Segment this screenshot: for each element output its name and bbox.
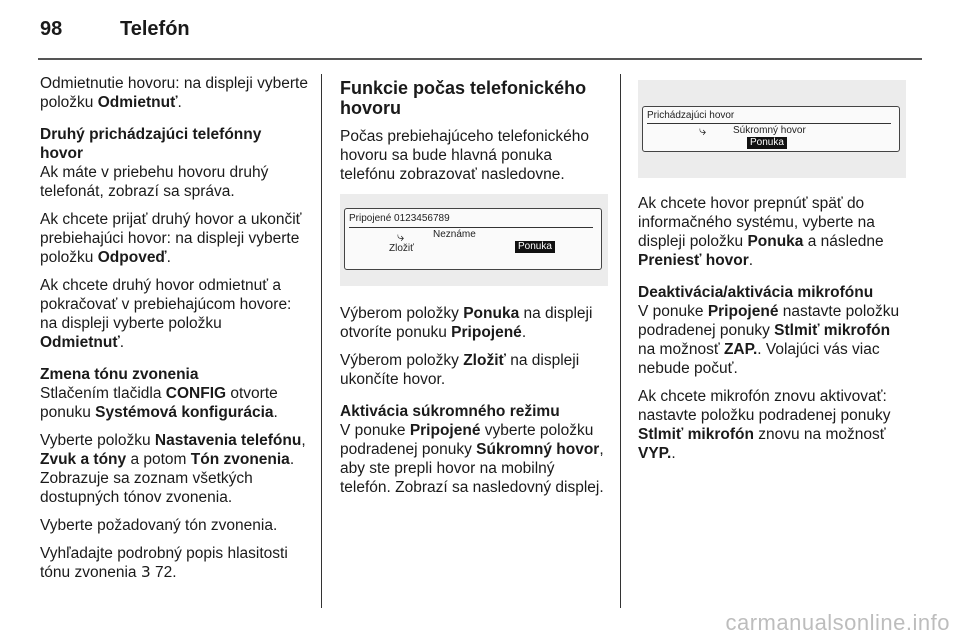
private-call-label: Súkromný hovor	[733, 125, 806, 136]
heading-call-functions: Funkcie počas telefonického hovoru	[340, 78, 587, 118]
heading-microphone: Deaktivácia/aktivácia mikrofónu	[638, 284, 874, 301]
display-screenshot-connected	[340, 194, 608, 286]
heading-second-call: Druhý prichádzajúci telefónny hovor	[40, 126, 262, 162]
paragraph-private-mode: V ponuke Pripojené vyberte položku podradenej ponuky Súkromný hovor, aby ste prepli hovor na mobilný telefón. Zobrazí sa nasledovný displej.	[340, 422, 604, 496]
column-divider-1	[321, 74, 322, 608]
paragraph-select-ringtone: Vyberte požadovaný tón zvonenia.	[40, 517, 278, 534]
paragraph-config: Stlačením tlačidla CONFIG otvorte ponuku Systémová konfigurácia.	[40, 385, 278, 421]
paragraph-open-menu: Výberom položky Ponuka na displeji otvoríte ponuku Pripojené.	[340, 305, 593, 341]
paragraph-call-functions: Počas prebiehajúceho telefonického hovoru sa bude hlavná ponuka telefónu zobrazovať nasledovne.	[340, 128, 590, 183]
paragraph-select-ringtone-menu: Vyberte položku Nastavenia telefónu, Zvuk a tóny a potom Tón zvonenia. Zobrazuje sa zoznam všetkých dostupných tónov zvonenia.	[40, 432, 306, 506]
hangup-option: Zložiť	[389, 243, 414, 254]
page-header	[40, 18, 920, 48]
column-right	[638, 194, 908, 472]
paragraph-second-call: Ak máte v priebehu hovoru druhý telefonát, zobrazí sa správa.	[40, 164, 269, 200]
incoming-call-label: Prichádzajúci hovor	[647, 110, 735, 121]
page-title: Telefón	[120, 18, 190, 40]
column-left	[40, 74, 308, 591]
display-screenshot-private	[638, 80, 906, 178]
call-transfer-icon: ⤷	[397, 229, 405, 244]
watermark: carmanualsonline.info	[725, 610, 950, 635]
call-transfer-icon: ⤷	[699, 123, 707, 138]
paragraph-reject-call: Odmietnutie hovoru: na displeji vyberte položku Odmietnuť.	[40, 75, 308, 111]
heading-private-mode: Aktivácia súkromného režimu	[340, 403, 560, 420]
column-divider-2	[620, 74, 621, 608]
paragraph-end-call: Výberom položky Zložiť na displeji ukončíte hovor.	[340, 352, 580, 388]
heading-ringtone: Zmena tónu zvonenia	[40, 366, 199, 383]
paragraph-volume-ref: Vyhľadajte podrobný popis hlasitosti tónu zvonenia 3 72.	[40, 545, 288, 581]
caller-unknown-label: Neznáme	[433, 229, 476, 240]
connected-number-label: Pripojené 0123456789	[349, 213, 450, 224]
paragraph-mute-mic: V ponuke Pripojené nastavte položku podradenej ponuky Stlmiť mikrofón na možnosť ZAP.. Volajúci vás viac nebude počuť.	[638, 303, 900, 377]
column-middle	[340, 78, 608, 193]
paragraph-transfer-back: Ak chcete hovor prepnúť späť do informačného systému, vyberte na displeji položku Ponuka a následne Preniesť hovor.	[638, 195, 884, 269]
paragraph-answer-second: Ak chcete prijať druhý hovor a ukončiť prebiehajúci hovor: na displeji vyberte položku Odpoveď.	[40, 211, 302, 266]
page-number: 98	[40, 18, 63, 40]
arrow-reference-icon: 3	[140, 563, 151, 581]
menu-button-screen1: Ponuka	[515, 241, 555, 253]
paragraph-reject-second: Ak chcete druhý hovor odmietnuť a pokračovať v prebiehajúcom hovore: na displeji vyberte položku Odmietnuť.	[40, 277, 292, 351]
paragraph-unmute-mic: Ak chcete mikrofón znovu aktivovať: nastavte položku podradenej ponuky Stlmiť mikrofón znovu na možnosť VYP..	[638, 388, 891, 462]
column-middle-lower	[340, 304, 608, 506]
header-divider	[38, 58, 922, 60]
menu-button-screen2: Ponuka	[747, 137, 787, 149]
